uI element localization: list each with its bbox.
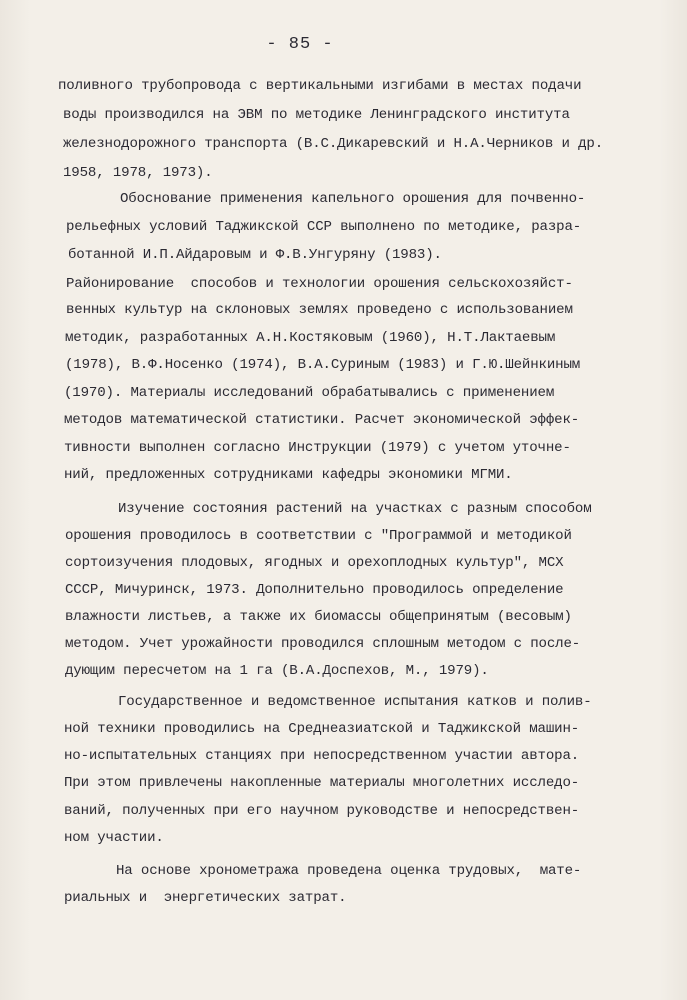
text-line: ний, предложенных сотрудниками кафедры экономики МГМИ. <box>64 467 513 483</box>
text-line: Обоснование применения капельного орошения для почвенно- <box>120 191 586 207</box>
text-line: рельефных условий Таджикской ССР выполнено по методике, разра- <box>66 219 582 235</box>
text-line: железнодорожного транспорта (В.С.Дикаревский и Н.А.Черников и др. <box>63 136 603 152</box>
text-line: Районирование способов и технологии орошения сельскохозяйст- <box>66 276 573 292</box>
text-line: (1978), В.Ф.Носенко (1974), В.А.Суриным (1983) и Г.Ю.Шейнкиным <box>65 357 581 373</box>
text-line: тивности выполнен согласно Инструкции (1979) с учетом уточне- <box>64 440 571 456</box>
text-line: ботанной И.П.Айдаровым и Ф.В.Унгуряну (1983). <box>68 247 442 263</box>
text-line: 1958, 1978, 1973). <box>63 165 213 181</box>
text-line: ном участии. <box>64 830 164 846</box>
text-line: методов математической статистики. Расчет экономической эффек- <box>64 412 580 428</box>
text-line: риальных и энергетических затрат. <box>64 890 347 906</box>
text-line: методик, разработанных А.Н.Костяковым (1960), Н.Т.Лактаевым <box>65 330 556 346</box>
text-line: Изучение состояния растений на участках с разным способом <box>118 501 592 517</box>
text-line: ной техники проводились на Среднеазиатской и Таджикской машин- <box>64 721 580 737</box>
text-line: влажности листьев, а также их биомассы общепринятым (весовым) <box>65 609 572 625</box>
text-line: но-испытательных станциях при непосредственном участии автора. <box>64 748 580 764</box>
text-line: венных культур на склоновых землях проведено с использованием <box>66 302 573 318</box>
text-line: поливного трубопровода с вертикальными изгибами в местах подачи <box>58 78 582 94</box>
text-line: дующим пересчетом на 1 га (В.А.Доспехов, М., 1979). <box>65 663 489 679</box>
text-line: ваний, полученных при его научном руководстве и непосредствен- <box>64 803 580 819</box>
text-line: воды производился на ЭВМ по методике Ленинградского института <box>63 107 570 123</box>
text-line: орошения проводилось в соответствии с "Программой и методикой <box>65 528 572 544</box>
text-line: При этом привлечены накопленные материалы многолетних исследо- <box>64 775 580 791</box>
text-line: методом. Учет урожайности проводился сплошным методом с после- <box>65 636 581 652</box>
text-line: На основе хронометража проведена оценка трудовых, мате- <box>116 863 582 879</box>
text-line: СССР, Мичуринск, 1973. Дополнительно проводилось определение <box>65 582 564 598</box>
text-line: Государственное и ведомственное испытания катков и полив- <box>118 694 592 710</box>
text-line: сортоизучения плодовых, ягодных и орехоплодных культур", МСХ <box>65 555 564 571</box>
text-line: (1970). Материалы исследований обрабатывались с применением <box>64 385 555 401</box>
page-number: - 85 - <box>266 35 334 54</box>
